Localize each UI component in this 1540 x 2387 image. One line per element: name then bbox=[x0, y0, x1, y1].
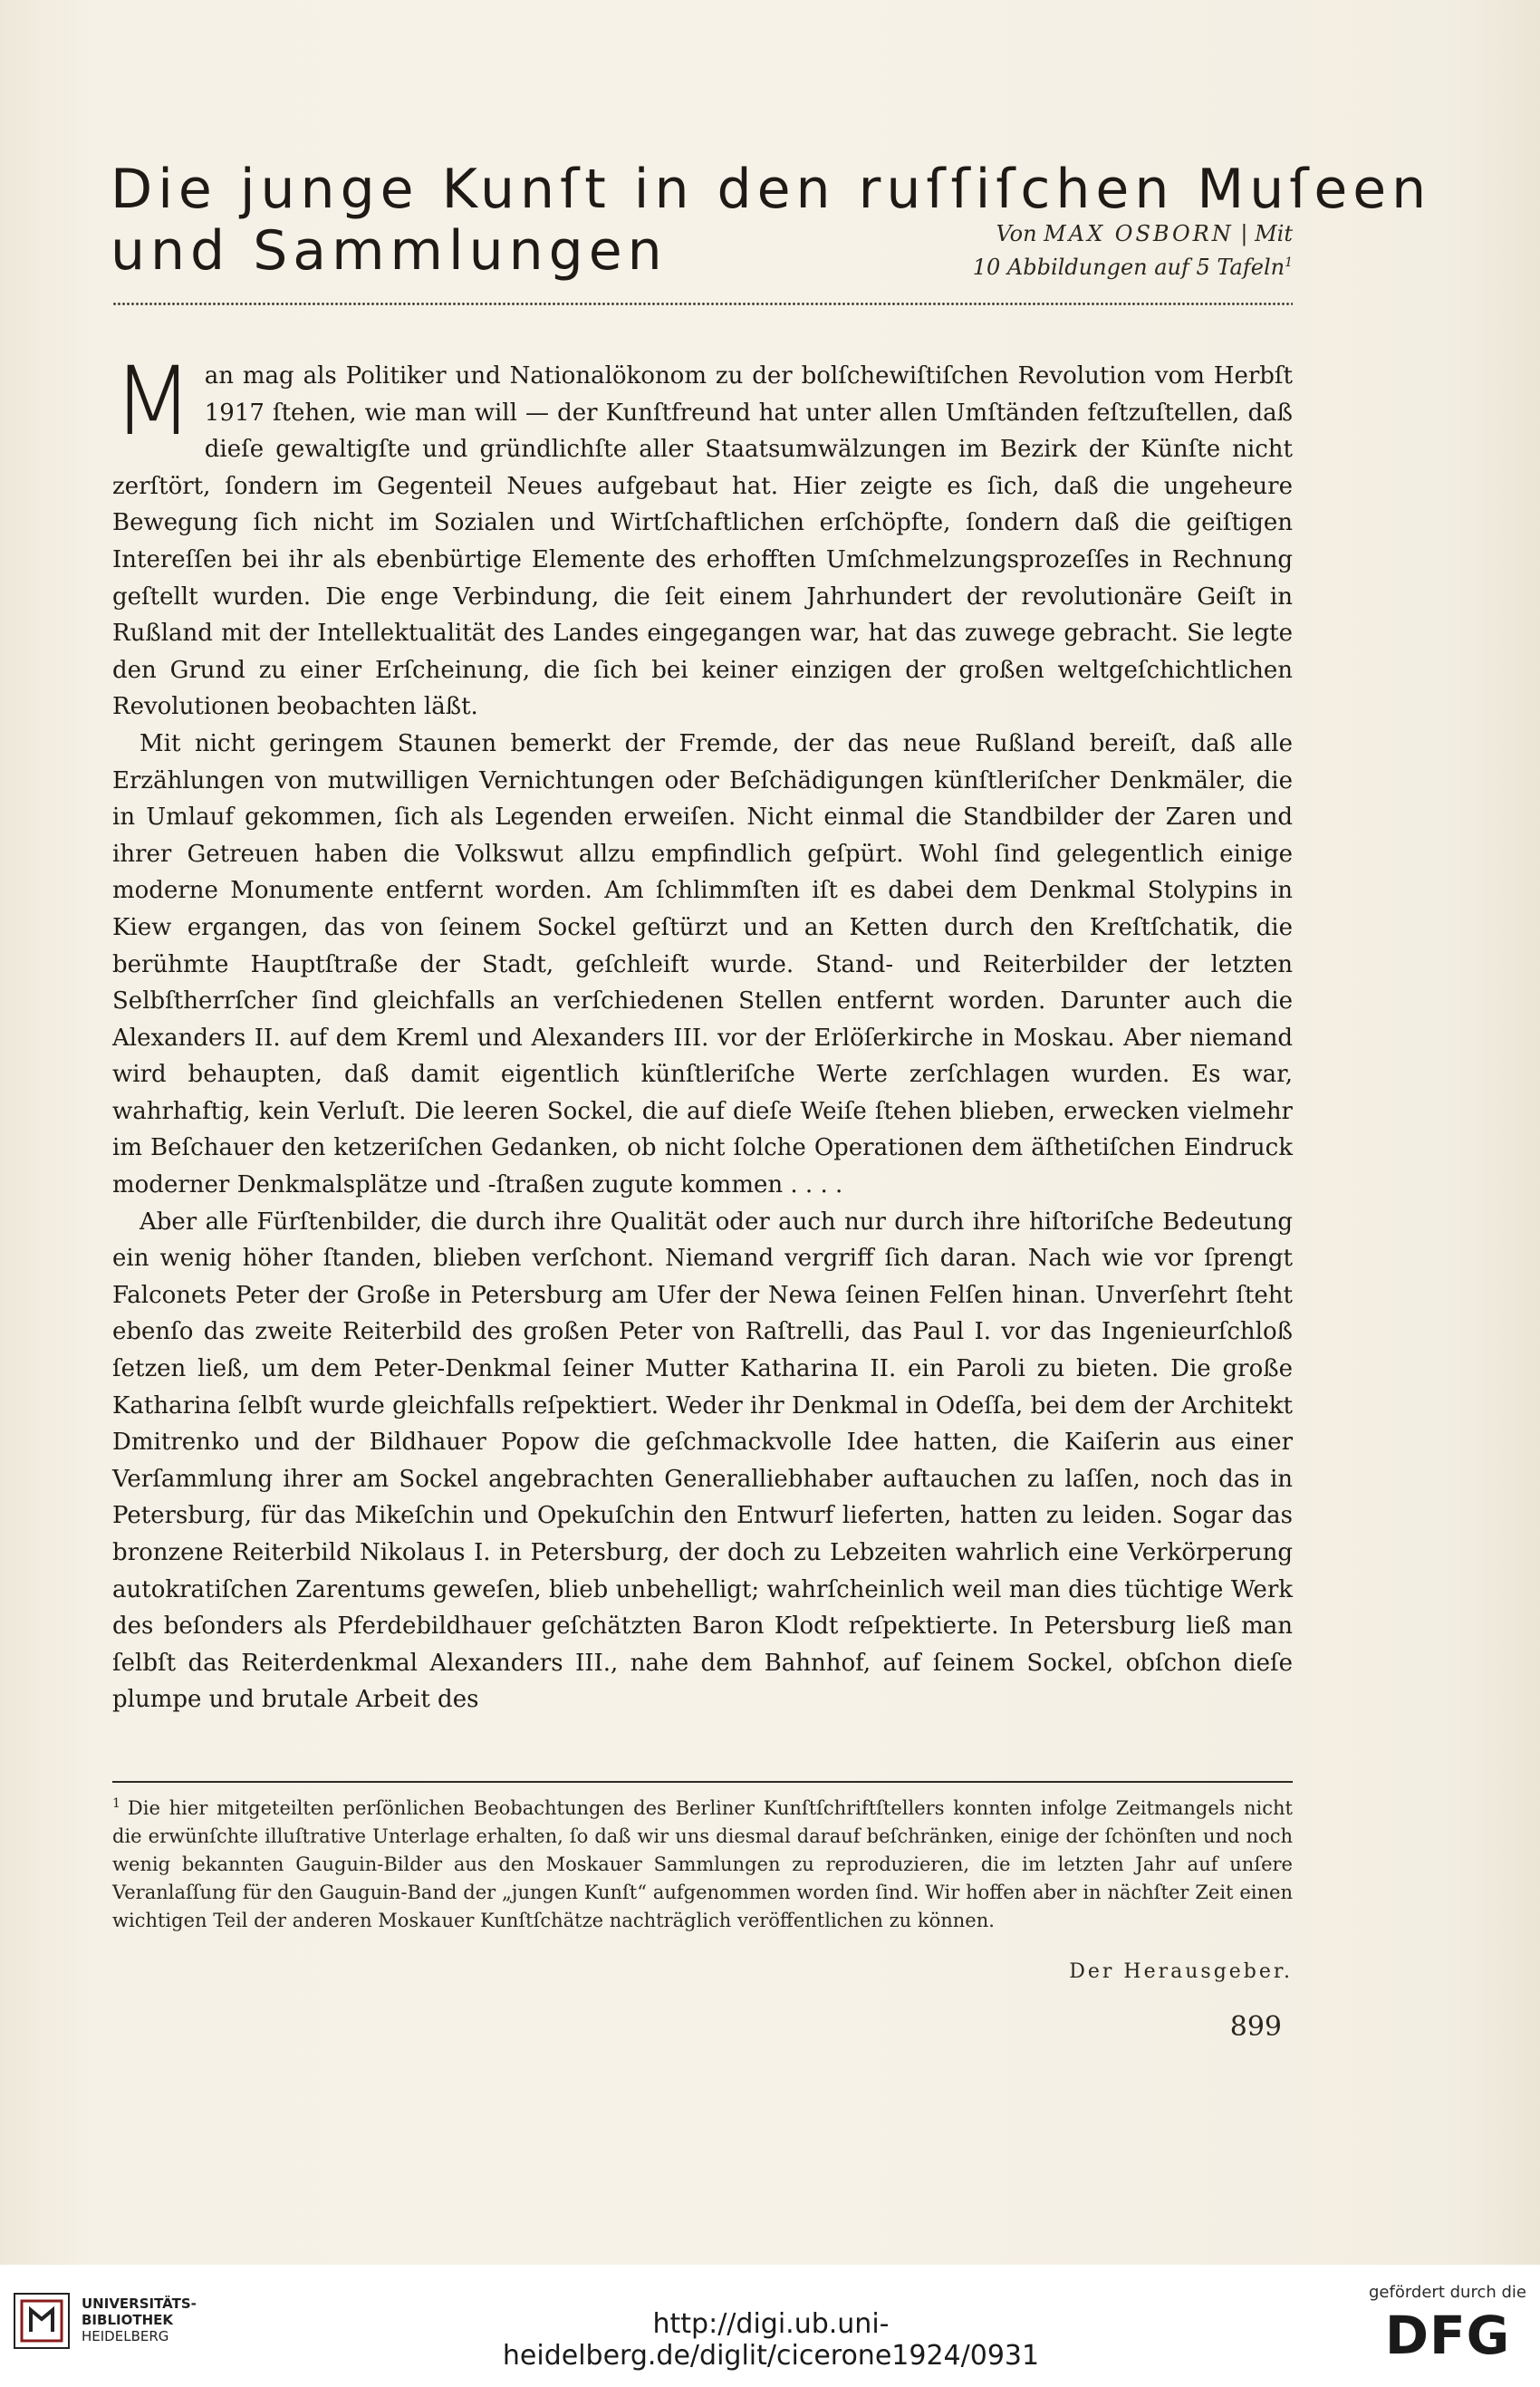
byline-suffix: | Mit bbox=[1233, 221, 1293, 246]
library-logo[interactable] bbox=[13, 2292, 221, 2355]
byline-line-1 bbox=[912, 219, 1293, 248]
footnote-mark: 1 bbox=[112, 1796, 120, 1811]
editor-signature: Der Herausgeber. bbox=[1069, 1960, 1293, 1983]
dfg-logo[interactable] bbox=[1366, 2283, 1529, 2373]
byline-prefix: Von bbox=[996, 221, 1037, 246]
paragraph-1 bbox=[112, 346, 1293, 726]
library-line-2: BIBLIOTHEK bbox=[82, 2312, 173, 2328]
paragraph-2: Mit nicht geringem Staunen bemerkt der Fremde, der das neue Rußland bereiſt, daß alle Erzählungen von mutwilligen Vernichtungen oder Beſchädigungen künſtleriſcher Denkmäler, die in Umlauf gekommen, ſich als Legenden erweiſen. Nicht einmal die Standbilder der Zaren und ihrer Getreuen haben die Volkswut allzu empfindlich geſpürt. Wohl ſind gelegentlich einige moderne Monumente entfernt worden. Am ſchlimmſten iſt es dabei dem Denkmal Stolypins in Kiew ergangen, das von ſeinem Sockel geſtürzt und an Ketten durch den Kreſtſchatik, die berühmte Hauptſtraße der Stadt, geſchleift wurde. Stand- und Reiterbilder der letzten Selbſtherrſcher ſind gleichfalls an verſchiedenen Stellen entfernt worden. Darunter auch die Alexanders II. auf dem Kreml und Alexanders III. vor der Erlöſerkirche in Moskau. Aber niemand wird behaupten, daß damit eigentlich künſtleriſche Werte zerſchlagen wurden. Es war, wahrhaftig, kein Verluſt. Die leeren Sockel, die auf dieſe Weiſe ſtehen blieben, erwecken vielmehr im Beſchauer den ketzeriſchen Gedanken, ob nicht ſolche Operationen dem äſthetiſchen Eindruck moderner Denkmalsplätze und -ſtraßen zugute kommen . . . . bbox=[112, 729, 1293, 1199]
footnote-divider bbox=[112, 1781, 1293, 1783]
footnote bbox=[112, 1790, 1293, 1935]
permalink-url[interactable]: http://digi.ub.uni-heidelberg.de/diglit/cicerone1924/0931 bbox=[502, 2308, 1040, 2372]
dfg-wordmark: DFG bbox=[1384, 2305, 1511, 2366]
dotted-divider bbox=[112, 302, 1293, 306]
library-line-1: UNIVERSITÄTS- bbox=[82, 2296, 197, 2312]
author-name: MAX OSBORN bbox=[1044, 221, 1234, 246]
title-line-1: Die junge Kunſt in den ruſſiſchen Muſeen bbox=[111, 158, 1432, 221]
illustration-note: 10 Abbildungen auf 5 Tafeln bbox=[972, 255, 1285, 280]
library-name bbox=[82, 2296, 197, 2344]
title-line-2: und Sammlungen bbox=[111, 219, 668, 283]
article-body bbox=[112, 346, 1293, 1718]
footnote-reference: 1 bbox=[1285, 255, 1293, 270]
footnote-text: Die hier mitgeteilten perſönlichen Beobachtungen des Berliner Kunſtſchriftſtellers konnten infolge Zeitmangels nicht die erwünſchte illuſtrative Unterlage erhalten, ſo daß wir uns diesmal darauf beſchränken, einige der ſchönſten und noch wenig bekannten Gauguin-Bilder aus den Moskauer Sammlungen zu reproduzieren, die im letzten Jahr auf unſere Veranlaſſung für den Gauguin-Band der „jungen Kunſt“ aufgenommen worden ſind. Wir hoffen aber in nächſter Zeit einen wichtigen Teil der anderen Moskauer Kunſtſchätze nachträglich veröffentlichen zu können. bbox=[112, 1797, 1293, 1931]
paragraph-3: Aber alle Fürſtenbilder, die durch ihre Qualität oder auch nur durch ihre hiſtoriſche Bedeutung ein wenig höher ſtanden, blieben verſchont. Niemand vergriff ſich daran. Nach wie vor ſprengt Falconets Peter der Große in Petersburg am Ufer der Newa ſeinen Felſen hinan. Unverſehrt ſteht ebenſo das zweite Reiterbild des großen Peter von Raſtrelli, das Paul I. vor das Ingenieurſchloß ſetzen ließ, um dem Peter-Denkmal ſeiner Mutter Katharina II. ein Paroli zu bieten. Die große Katharina ſelbſt wurde gleichfalls reſpektiert. Weder ihr Denkmal in Odeſſa, bei dem der Architekt Dmitrenko und der Bildhauer Popow die geſchmackvolle Idee hatten, die Kaiſerin aus einer Verſammlung ihrer am Sockel angebrachten Generalliebhaber auftauchen zu laſſen, noch das in Petersburg, für das Mikeſchin und Opekuſchin den Entwurf lieferten, hatten zu leiden. Sogar das bronzene Reiterbild Nikolaus I. in Petersburg, der doch zu Lebzeiten wahrlich eine Verkörperung autokratiſchen Zarentums geweſen, blieb unbehelligt; wahrſcheinlich weil man dies tüchtige Werk des beſonders als Pferdebildhauer geſchätzten Baron Klodt reſpektierte. In Petersburg ließ man ſelbſt das Reiterdenkmal Alexanders III., nahe dem Bahnhof, auf ſeinem Sockel, obſchon dieſe plumpe und brutale Arbeit des bbox=[112, 1208, 1293, 1714]
byline-line-2 bbox=[912, 248, 1293, 282]
funding-label: gefördert durch die bbox=[1369, 2283, 1526, 2302]
page-number: 899 bbox=[1229, 2011, 1282, 2043]
paragraph-1-text: an mag als Politiker und Nationalökonom zu der bolſchewiſtiſchen Revolution vom Herbſt 1917 ſtehen, wie man will — der Kunſtfreund hat unter allen Umſtänden feſtzuſtellen, daß dieſe gewaltigſte und gründlichſte aller Staatsumwälzungen im Bezirk der Künſte nicht zerſtört, ſondern im Gegenteil Neues aufgebaut hat. Hier zeigte es ſich, daß die ungeheure Bewegung ſich nicht im Sozialen und Wirtſchaftlichen erſchöpfte, ſondern daß die geiſtigen Intereſſen bei ihr als ebenbürtige Elemente des erhofften Umſchmelzungsprozeſſes in Rechnung geſtellt wurden. Die enge Verbindung, die ſeit einem Jahrhundert der revolutionäre Geiſt in Rußland mit der Intellektualität des Landes eingegangen war, hat das zuwege gebracht. Sie legte den Grund zu einer Erſcheinung, die ſich bei keiner einzigen der großen weltgeſchichtlichen Revolutionen beobachten läßt. bbox=[112, 362, 1293, 721]
drop-cap: M bbox=[112, 346, 194, 457]
library-line-3: HEIDELBERG bbox=[82, 2328, 169, 2344]
byline bbox=[912, 219, 1293, 282]
library-seal-icon bbox=[13, 2292, 71, 2350]
